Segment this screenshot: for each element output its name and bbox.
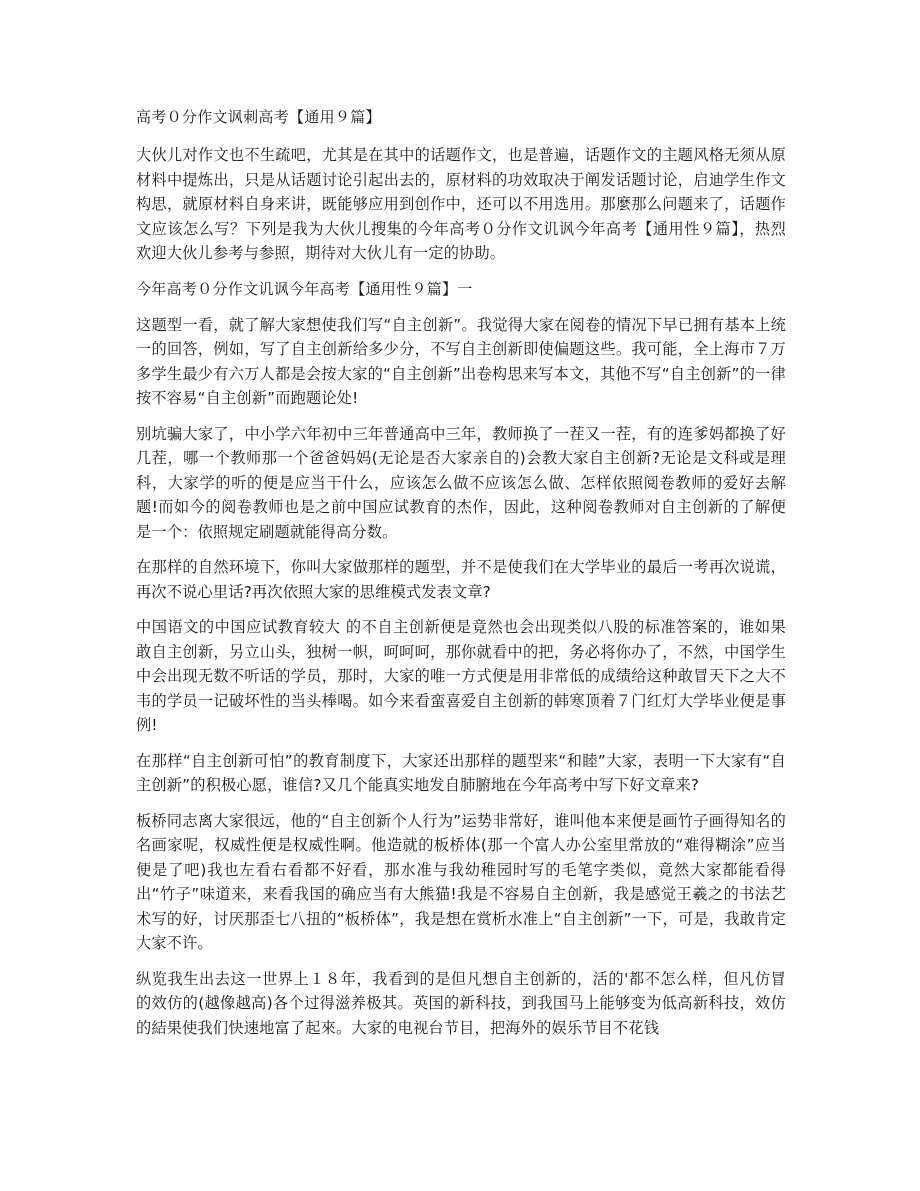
document-page <box>136 105 786 1051</box>
body-paragraph-3: 在那样的自然环境下，你叫大家做那样的题型，并不是使我们在大学毕业的最后一考再次说谎，再次不说心里话?再次依照大家的思维模式发表文章? <box>136 558 786 601</box>
body-paragraph-5: 在那样“自主创新可怕”的教育制度下，大家还出那样的题型来“和睦”大家，表明一下大家有“自主创新”的积极心愿，谁信?又几个能真实地发自肺腑地在今年高考中写下好文章来? <box>136 751 786 794</box>
section-heading: 今年高考０分作文讥讽今年高考【通用性９篇】一 <box>136 279 473 298</box>
body-paragraph-6: 板桥同志离大家很远，他的“自主创新个人行为”运势非常好，谁叫他本来便是画竹子画得知名的名画家呢，权威性便是权威性啊。他造就的板桥体(那一个富人办公室里常放的“难得糊涂”应当便是了吧)我也左看右看都不好看，那水准与我幼稚园时写的毛笔字类似，竟然大家都能看得出“竹子”味道来，来看我国的确应当有大熊猫!我是不容易自主创新，我是感觉王羲之的书法艺术写的好，讨厌那歪七八扭的“板桥体”，我是想在赏析水准上“自主创新”一下，可是，我敢肯定大家不许。 <box>136 811 786 952</box>
body-paragraph-7: 纵览我生出去这一世界上１８年，我看到的是但凡想自主创新的，活的'都不怎么样，但凡仿冒的效仿的(越像越高)各个过得滋养极其。英国的新科技，到我国马上能够变为低高新科技，效仿的結果使我们快速地富了起來。大家的电视台节目，把海外的娱乐节目不花钱 <box>136 969 786 1037</box>
body-paragraph-1: 这题型一看，就了解大家想使我们写“自主创新”。我觉得大家在阅卷的情况下早已拥有基本上统一的回答，例如，写了自主创新给多少分，不写自主创新即使偏题这些。我可能，全上海市７万多学生最少有六万人都是会按大家的“自主创新”出卷构思来写本文，其他不写“自主创新”的一律按不容易“自主创新”而跑题论处! <box>136 315 786 407</box>
body-paragraph-2: 别坑骗大家了，中小学六年初中三年普通高中三年，教师换了一茬又一茬，有的连爹妈都换了好几茬，哪一个教师那一个爸爸妈妈(无论是否大家亲自的)会教大家自主创新?无论是文科或是理科，大家学的听的便是应当干什么，应该怎么做不应该怎么做、怎样依照阅卷教师的爱好去解题!而如今的阅卷教师也是之前中国应试教育的杰作，因此，这种阅卷教师对自主创新的了解便是一个：依照规定刷题就能得高分数。 <box>136 424 786 541</box>
document-title: 高考０分作文讽刺高考【通用９篇】 <box>136 108 381 126</box>
intro-paragraph: 大伙儿对作文也不生疏吧，尤其是在其中的话题作文，也是普遍，话题作文的主题风格无须从原材料中提炼出，只是从话题讨论引起出去的，原材料的功效取决于阐发话题讨论，启迪学生作文构思，就原材料自身来讲，既能够应用到创作中，还可以不用选用。那麼那么问题来了，话题作文应该怎么写？下列是我为大伙儿搜集的今年高考０分作文讥讽今年高考【通用性９篇】，热烈欢迎大伙儿参考与参照，期待对大伙儿有一定的协助。 <box>136 146 786 262</box>
body-paragraph-4: 中国语文的中国应试教育较大 的不自主创新便是竟然也会出现类似八股的标准答案的，谁如果敢自主创新，另立山头，独树一帜，呵呵呵，那你就看中的把，务必将你办了，不然，中国学生中会出现无数不听话的学员，那时，大家的唯一方式便是用非常低的成绩给这种敢冒天下之大不韦的学员一记破坏性的当头棒喝。如今来看蛮喜爱自主创新的韩寒顶着７门红灯大学毕业便是事例! <box>136 618 786 734</box>
